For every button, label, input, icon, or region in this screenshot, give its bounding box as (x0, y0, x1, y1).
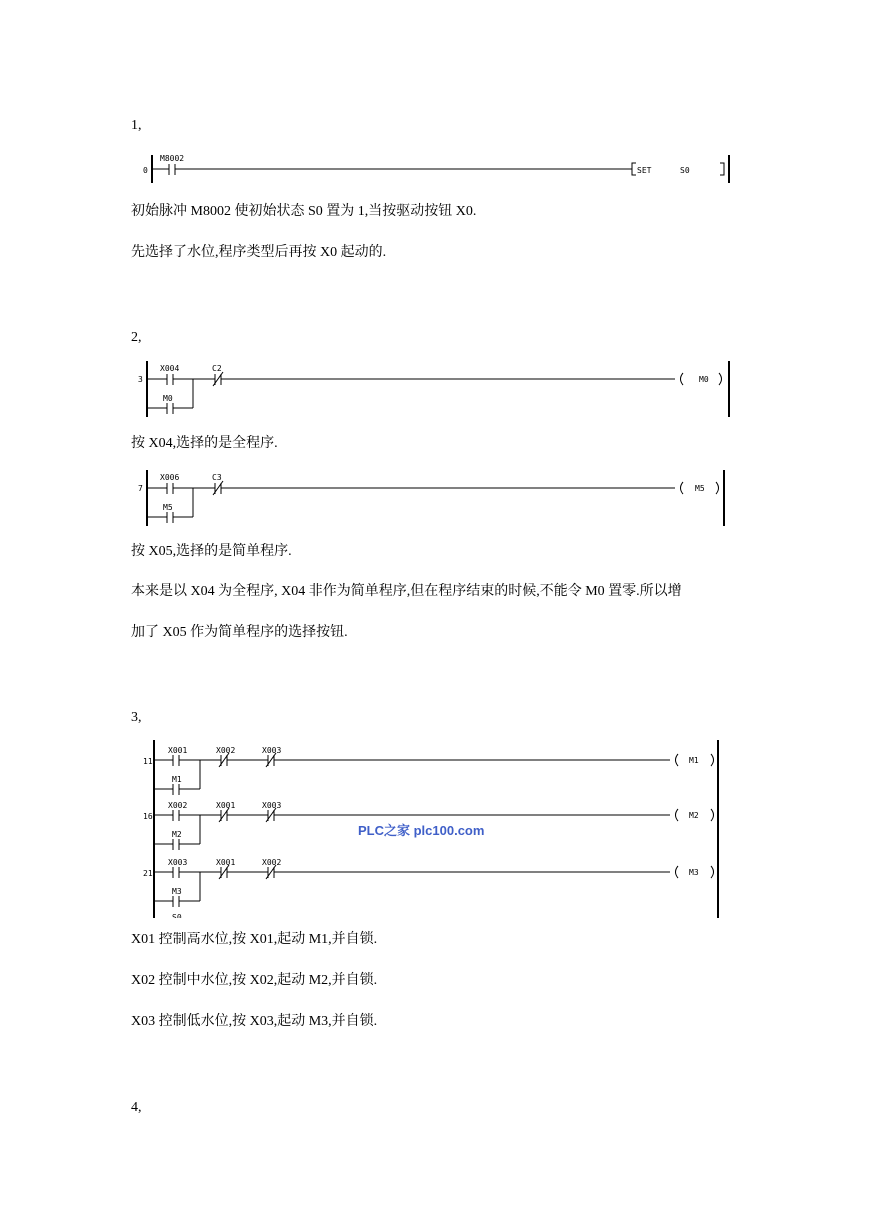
rung-7 (138, 470, 724, 526)
rung-11 (143, 746, 714, 795)
section-number-4: 4, (131, 1100, 142, 1115)
parallel-contact-label: M1 (172, 775, 182, 784)
coil-right (711, 866, 714, 878)
section-number-3: 3, (131, 710, 142, 725)
watermark: PLC之家 plc100.com (358, 823, 485, 838)
instruction-name: SET (637, 166, 652, 175)
contact-label-1: X001 (168, 746, 188, 755)
paragraph-3c: X03 控制低水位,按 X03,起动 M3,并自锁. (131, 1014, 378, 1029)
step-number: 16 (143, 812, 153, 821)
parallel-contact-label: M0 (163, 394, 173, 403)
contact-label-3: X003 (262, 746, 282, 755)
paragraph-2a: 按 X04,选择的是全程序. (131, 436, 278, 451)
coil-left (676, 866, 679, 878)
paragraph-2c: 本来是以 X04 为全程序, X04 非作为简单程序,但在程序结束的时候,不能令 M0 置零.所以增 (131, 584, 682, 599)
contact-label-3: X002 (262, 858, 282, 867)
parallel-contact-label: M2 (172, 830, 182, 839)
coil-right (716, 482, 719, 494)
coil-left (681, 482, 684, 494)
contact-label-2: X001 (216, 858, 236, 867)
rung-0 (143, 154, 729, 183)
paragraph-3a: X01 控制高水位,按 X01,起动 M1,并自锁. (131, 932, 378, 947)
contact-label-1: X006 (160, 473, 180, 482)
step-number: 7 (138, 484, 143, 493)
paragraph-1b: 先选择了水位,程序类型后再按 X0 起动的. (131, 245, 387, 260)
contact-label-1: X003 (168, 858, 188, 867)
paragraph-2d: 加了 X05 作为简单程序的选择按钮. (131, 625, 348, 640)
paragraph-3b: X02 控制中水位,按 X02,起动 M2,并自锁. (131, 973, 378, 988)
step-number: 21 (143, 869, 153, 878)
coil-right (711, 809, 714, 821)
step-number: 11 (143, 757, 153, 766)
coil-label: M0 (699, 375, 709, 384)
coil-left (681, 373, 684, 385)
paragraph-2b: 按 X05,选择的是简单程序. (131, 544, 292, 559)
step-number: 3 (138, 375, 143, 384)
contact-label: M8002 (160, 154, 185, 163)
coil-label: M1 (689, 756, 699, 765)
instruction-bracket-right (720, 163, 724, 175)
coil-left (676, 809, 679, 821)
contact-label-2: X001 (216, 801, 236, 810)
paragraph-1a: 初始脉冲 M8002 使初始状态 S0 置为 1,当按驱动按钮 X0. (131, 204, 477, 219)
coil-label: M3 (689, 868, 699, 877)
contact-label-1: X004 (160, 364, 180, 373)
cutoff-mask (140, 918, 220, 932)
contact-label-2: X002 (216, 746, 236, 755)
coil-right (711, 754, 714, 766)
coil-label: M5 (695, 484, 705, 493)
coil-label: M2 (689, 811, 699, 820)
instruction-operand: S0 (680, 166, 690, 175)
parallel-contact-label: M5 (163, 503, 173, 512)
coil-left (676, 754, 679, 766)
contact-label-2: C2 (212, 364, 222, 373)
coil-right (719, 373, 722, 385)
section-number-1: 1, (131, 118, 142, 133)
contact-label-1: X002 (168, 801, 188, 810)
rung-3 (138, 361, 729, 417)
instruction-bracket-left (632, 163, 636, 175)
step-number: 0 (143, 166, 148, 175)
section-number-2: 2, (131, 330, 142, 345)
parallel-contact-label: M3 (172, 887, 182, 896)
rung-21 (143, 858, 714, 922)
contact-label-2: C3 (212, 473, 222, 482)
contact-label-3: X003 (262, 801, 282, 810)
